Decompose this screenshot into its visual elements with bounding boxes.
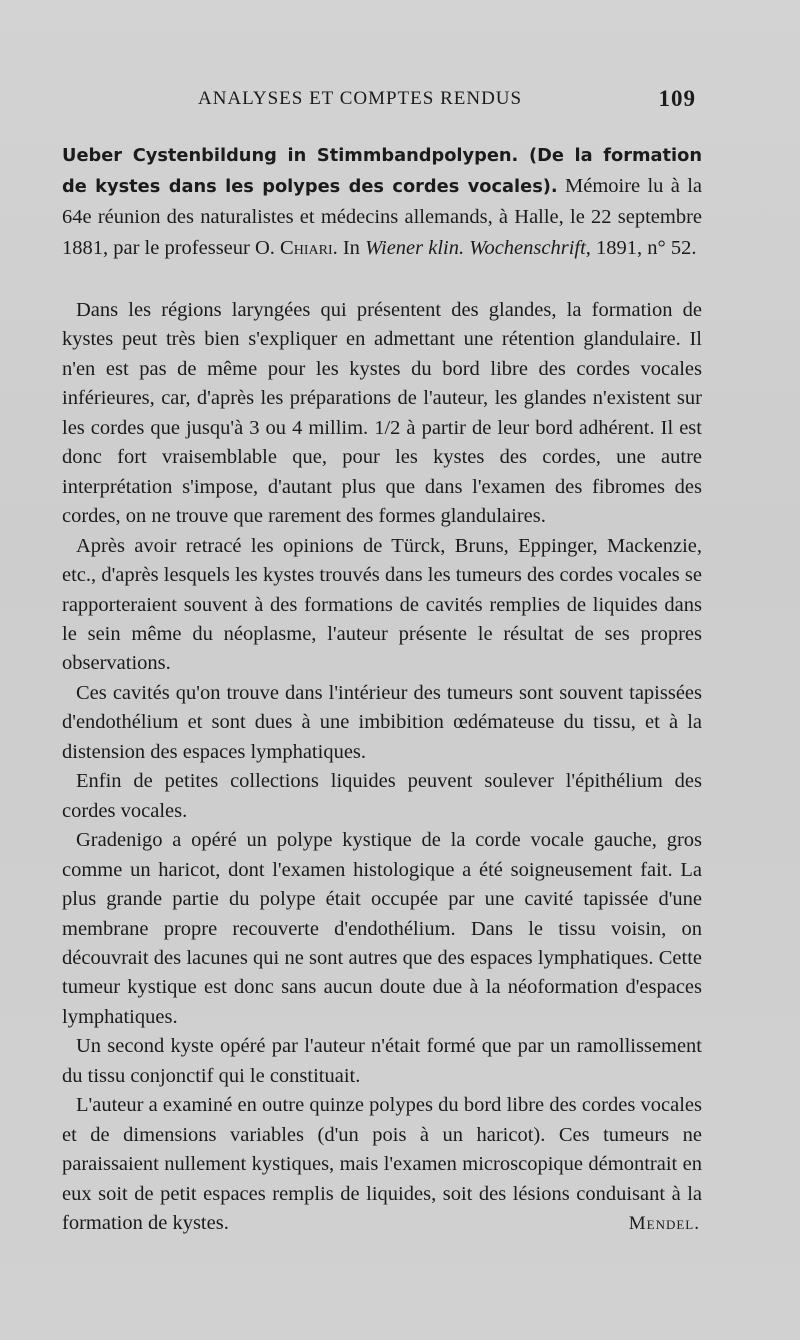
article-body (62, 296, 702, 1239)
author-name: Chiari (280, 236, 333, 259)
running-title: ANALYSES ET COMPTES RENDUS (198, 88, 523, 109)
page-number: 109 (658, 86, 696, 111)
citation-text-3: , 1891, n° 52. (585, 236, 697, 259)
paragraph: Après avoir retracé les opinions de Türck, Bruns, Eppinger, Mackenzie, etc., d'après lesquels les kystes trouvés dans les tumeurs des cordes vocales se rapporteraient souvent à des formations de cavités remplies de liquides dans le sein même du néoplasme, l'auteur présente le résultat de ses propres observations. (62, 534, 702, 675)
paragraph: L'auteur a examiné en outre quinze polypes du bord libre des cordes vocales et de dimensions variables (d'un pois à un haricot). Ces tumeurs ne paraissaient nullement kystiques, mais l'examen microscopique démontrait en eux soit de petit espaces remplis de liquides, soit des lésions conduisant à la formation de kystes. (62, 1094, 702, 1235)
journal-name: Wiener klin. Wochenschrift (365, 236, 586, 259)
paragraph: Un second kyste opéré par l'auteur n'était formé que par un ramollissement du tissu conjonctif qui le constituait. (62, 1035, 702, 1087)
running-head (198, 86, 698, 116)
citation-text-2: . In (332, 236, 366, 259)
paragraph: Gradenigo a opéré un polype kystique de la corde vocale gauche, gros comme un haricot, dont l'examen histologique a été soigneusement fait. La plus grande partie du polype était occupée par une cavité tapissée d'une membrane propre recouverte d'endothélium. Dans le tissu voisin, on découvrait des lacunes qui ne sont autres que des espaces lymphatiques. Cette tumeur kystique est donc sans aucun doute due à la néoformation d'espaces lymphatiques. (62, 829, 702, 1028)
paragraph: Ces cavités qu'on trouve dans l'intérieur des tumeurs sont souvent tapissées d'endothélium et sont dues à une imbibition œdémateuse du tissu, et à la distension des espaces lymphatiques. (62, 681, 702, 763)
paragraph: Enfin de petites collections liquides peuvent soulever l'épithélium des cordes vocales. (62, 770, 702, 822)
author-signature: Mendel. (628, 1213, 700, 1234)
article-title: Ueber Cystenbildung in Stimmbandpolypen. (De la formation de kystes dans les polypes des cordes vocales). (62, 145, 702, 198)
citation-text-1: Mémoire lu à la 64e réunion des naturalistes et médecins allemands, à Halle, le 22 septembre 1881, par le professeur O. (62, 175, 702, 259)
article-heading (62, 140, 702, 263)
paragraph: Dans les régions laryngées qui présentent des glandes, la formation de kystes peut très bien s'expliquer en admettant une rétention glandulaire. Il n'en est pas de même pour les kystes du bord libre des cordes vocales inférieures, car, d'après les préparations de l'auteur, les glandes n'existent sur les cordes que jusqu'à 3 ou 4 millim. 1/2 à partir de leur bord adhérent. Il est donc fort vraisemblable que, pour les kystes des cordes, une autre interprétation s'impose, d'autant plus que dans l'examen des fibromes des cordes, on ne trouve que rarement des formes glandulaires. (62, 299, 702, 528)
